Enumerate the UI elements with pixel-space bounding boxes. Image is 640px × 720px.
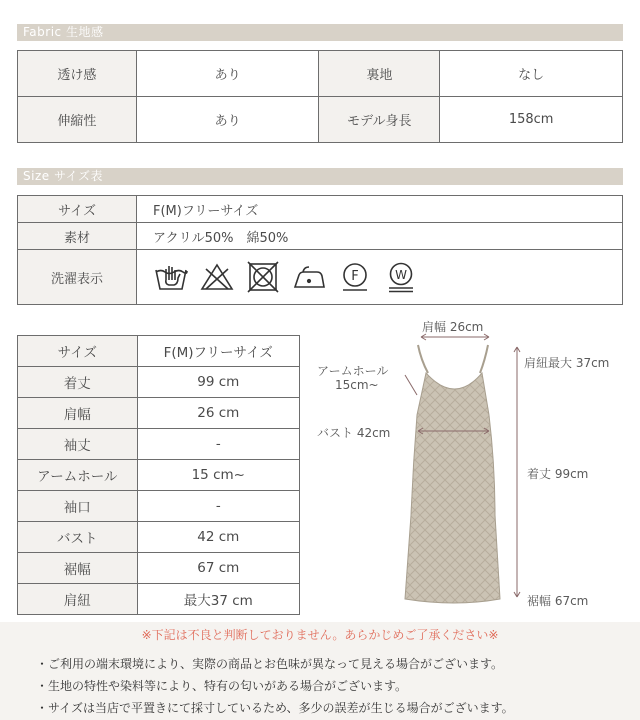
- stretch-value: あり: [136, 97, 319, 143]
- measure-label: アームホール: [18, 460, 138, 491]
- measure-label: 着丈: [18, 367, 138, 398]
- care-icons: [153, 261, 622, 293]
- measure-label: 裾幅: [18, 553, 138, 584]
- measure-label: バスト: [18, 522, 138, 553]
- measure-value: -: [137, 429, 299, 460]
- model-height-value: 158cm: [440, 97, 623, 143]
- shoulder-width-label: 肩幅 26cm: [422, 320, 484, 334]
- notice-title: ※下記は不良と判断しておりません。あらかじめご了承ください※: [141, 628, 499, 642]
- material-value: アクリル50% 綿50%: [137, 223, 623, 250]
- care-icons-cell: [137, 250, 623, 305]
- table-row: [18, 223, 623, 250]
- hem-label: 裾幅 67cm: [527, 594, 589, 608]
- measure-value: -: [137, 491, 299, 522]
- stretch-label: 伸縮性: [18, 97, 137, 143]
- length-label: 着丈 99cm: [527, 467, 589, 481]
- armhole-label-line2: 15cm~: [335, 378, 379, 392]
- table-row: [18, 97, 623, 143]
- table-row: [18, 491, 300, 522]
- sheer-value: あり: [136, 51, 319, 97]
- size-section-title: Size サイズ表: [17, 168, 623, 185]
- care-w-letter: W: [395, 268, 407, 282]
- size-info-table: [17, 195, 623, 305]
- no-tumble-dry-icon: [245, 261, 281, 293]
- care-label: 洗濯表示: [18, 250, 137, 305]
- measure-value: 26 cm: [137, 398, 299, 429]
- dress-diagram: [305, 315, 640, 615]
- fabric-section-title: Fabric 生地感: [17, 24, 623, 41]
- notice-line: ・ご利用の端末環境により、実際の商品とお色味が異なって見える場合がございます。: [36, 657, 504, 671]
- measurements-table: [17, 335, 300, 615]
- measure-label: 肩紐: [18, 584, 138, 615]
- wet-clean-w-icon: [383, 261, 419, 293]
- table-row: [18, 553, 300, 584]
- iron-low-icon: [291, 261, 327, 293]
- measure-label: 袖丈: [18, 429, 138, 460]
- measure-value: 67 cm: [137, 553, 299, 584]
- table-row: [18, 429, 300, 460]
- table-row: [18, 367, 300, 398]
- material-label: 素材: [18, 223, 137, 250]
- table-row: [18, 196, 623, 223]
- left-strap: [418, 345, 428, 373]
- strap-label: 肩紐最大 37cm: [524, 356, 610, 370]
- right-strap: [480, 345, 488, 373]
- care-f-letter: F: [351, 269, 359, 284]
- measure-value: 15 cm~: [137, 460, 299, 491]
- measure-value: 99 cm: [137, 367, 299, 398]
- armhole-label-line1: アームホール: [317, 364, 389, 378]
- measure-label: 袖口: [18, 491, 138, 522]
- hand-wash-icon: [153, 261, 189, 293]
- lining-value: なし: [440, 51, 623, 97]
- table-row: [18, 250, 623, 305]
- table-row: [18, 522, 300, 553]
- dry-clean-f-icon: [337, 261, 373, 293]
- lining-label: 裏地: [319, 51, 440, 97]
- bust-label: バスト 42cm: [317, 426, 391, 440]
- fabric-table: [17, 50, 623, 143]
- table-header-row: [18, 336, 300, 367]
- measure-header-value: F(M)フリーサイズ: [137, 336, 299, 367]
- dress-body: [405, 373, 500, 603]
- notice-line: ・生地の特性や染料等により、特有の匂いがある場合がございます。: [36, 679, 408, 693]
- measure-value: 最大37 cm: [137, 584, 299, 615]
- measure-label: 肩幅: [18, 398, 138, 429]
- table-row: [18, 584, 300, 615]
- sheer-label: 透け感: [18, 51, 137, 97]
- measure-header-label: サイズ: [18, 336, 138, 367]
- measure-value: 42 cm: [137, 522, 299, 553]
- table-row: [18, 460, 300, 491]
- size-value: F(M)フリーサイズ: [137, 196, 623, 223]
- table-row: [18, 51, 623, 97]
- model-height-label: モデル身長: [319, 97, 440, 143]
- size-label: サイズ: [18, 196, 137, 223]
- notice-line: ・サイズは当店で平置きにて採寸しているため、多少の誤差が生じる場合がございます。: [36, 701, 514, 715]
- table-row: [18, 398, 300, 429]
- no-bleach-icon: [199, 261, 235, 293]
